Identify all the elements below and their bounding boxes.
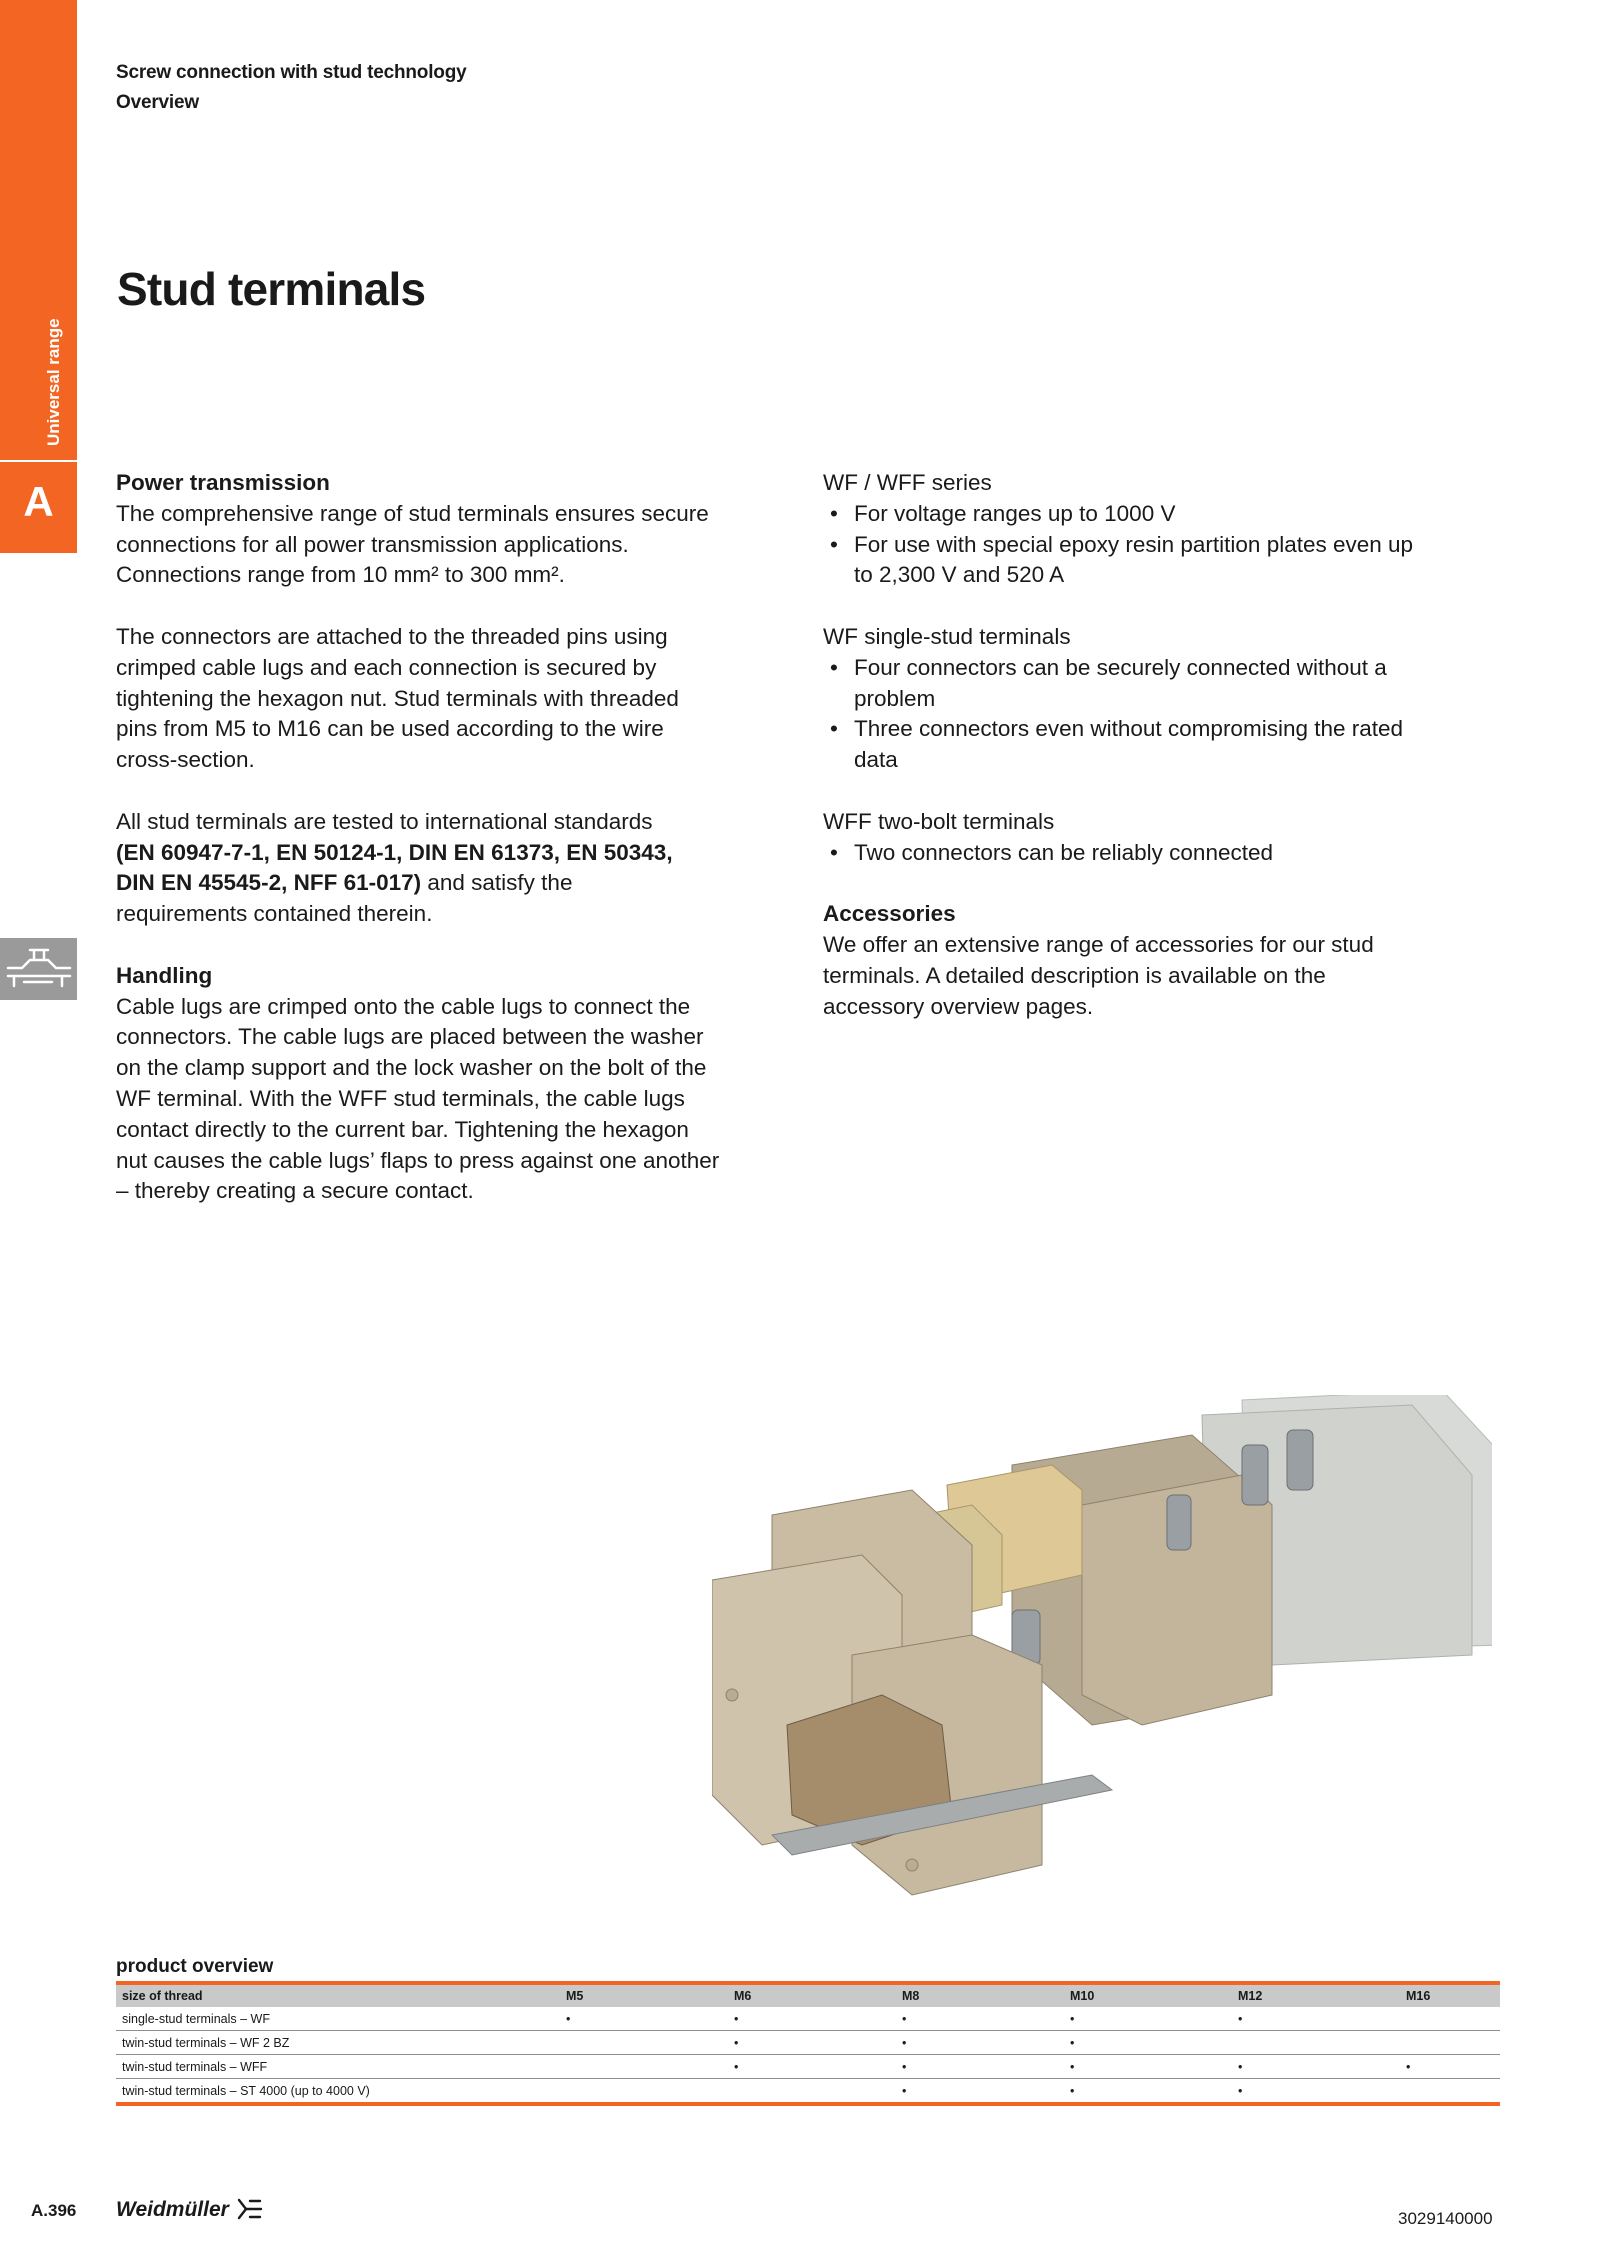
table-cell (1232, 2031, 1400, 2055)
document-code: 3029140000 (1398, 2209, 1493, 2228)
handling-line: on the clamp support and the lock washer on the bolt of the (116, 1055, 707, 1081)
brand-mark-icon (236, 2196, 264, 2222)
attach-line: crimped cable lugs and each connection is secured by (116, 654, 657, 680)
attach-line: The connectors are attached to the threaded pins using (116, 623, 668, 649)
series-heading: WF / WFF series (823, 470, 992, 495)
attach-line: pins from M5 to M16 can be used according to the wire (116, 716, 664, 742)
section-tab-label: Universal range (44, 318, 63, 446)
standards-line: requirements contained therein. (116, 901, 433, 927)
table-cell: • (728, 2007, 896, 2031)
single-stud-heading: WF single-stud terminals (823, 623, 1071, 649)
handling-line: WF terminal. With the WFF stud terminals, the cable lugs (116, 1085, 685, 1111)
accessories-line: accessory overview pages. (823, 993, 1094, 1019)
column-header: M6 (728, 1983, 896, 2007)
table-cell: twin-stud terminals – WF 2 BZ (116, 2031, 560, 2055)
table-cell: • (1064, 2055, 1232, 2079)
power-line: Connections range from 10 mm² to 300 mm². (116, 562, 565, 588)
list-item: • Four connectors can be securely connected without a problem (823, 653, 1513, 715)
two-bolt-heading: WFF two-bolt terminals (823, 808, 1055, 834)
table-cell: • (896, 2055, 1064, 2079)
two-bolt-bullets (823, 838, 1513, 869)
handling-heading: Handling (116, 962, 213, 988)
power-heading: Power transmission (116, 470, 330, 495)
table-cell: single-stud terminals – WF (116, 2007, 560, 2031)
left-column (116, 468, 796, 1207)
single-stud-bullets (823, 653, 1513, 776)
list-item: • For voltage ranges up to 1000 V (823, 499, 1513, 530)
column-header: M12 (1232, 1983, 1400, 2007)
handling-line: contact directly to the current bar. Tightening the hexagon (116, 1116, 689, 1142)
table-row (116, 2031, 1500, 2055)
section-tab (0, 0, 77, 553)
table-cell (728, 2079, 896, 2105)
table-cell (1400, 2079, 1500, 2105)
table-cell: • (1400, 2055, 1500, 2079)
standards-line (116, 868, 796, 899)
product-overview-table (116, 1981, 1500, 2106)
accessories-line: terminals. A detailed description is available on the (823, 962, 1326, 988)
table-row (116, 2079, 1500, 2105)
list-item: • Three connectors even without compromising the rated data (823, 714, 1513, 776)
section-letter: A (23, 478, 54, 525)
column-header: M8 (896, 1983, 1064, 2007)
table-cell: twin-stud terminals – WFF (116, 2055, 560, 2079)
table-cell: • (1232, 2055, 1400, 2079)
table-cell (1400, 2031, 1500, 2055)
terminal-icon (0, 938, 77, 1000)
power-line: The comprehensive range of stud terminals ensures secure (116, 500, 709, 526)
standards-list: (EN 60947-7-1, EN 50124-1, DIN EN 61373, EN 50343, (116, 839, 673, 865)
column-header: M5 (560, 1983, 728, 2007)
handling-line: connectors. The cable lugs are placed between the washer (116, 1024, 704, 1050)
handling-line: – thereby creating a secure contact. (116, 1178, 474, 1204)
column-header: M16 (1400, 1983, 1500, 2007)
table-cell (560, 2031, 728, 2055)
right-column (823, 468, 1513, 1022)
header-line-1: Screw connection with stud technology (116, 62, 467, 83)
table-header-row (116, 1983, 1500, 2007)
table-cell (560, 2055, 728, 2079)
table-cell: • (896, 2007, 1064, 2031)
table-cell: • (1064, 2079, 1232, 2105)
column-header: size of thread (116, 1983, 560, 2007)
table-cell: • (1232, 2007, 1400, 2031)
table-cell: • (728, 2031, 896, 2055)
table-cell (1400, 2007, 1500, 2031)
column-header: M10 (1064, 1983, 1232, 2007)
stud-terminal-photo (712, 1395, 1492, 1905)
accessories-line: We offer an extensive range of accessories for our stud (823, 931, 1374, 957)
handling-line: Cable lugs are crimped onto the cable lugs to connect the (116, 993, 691, 1019)
table-cell: • (896, 2079, 1064, 2105)
page-title: Stud terminals (117, 263, 426, 315)
running-header (116, 58, 466, 118)
product-overview-title: product overview (116, 1956, 274, 1977)
tab-divider (0, 460, 77, 462)
table-cell: • (1232, 2079, 1400, 2105)
power-line: connections for all power transmission applications. (116, 531, 629, 557)
standards-list: DIN EN 45545-2, NFF 61-017) (116, 870, 422, 896)
table-row (116, 2055, 1500, 2079)
table-row (116, 2007, 1500, 2031)
standards-text: and satisfy the (421, 870, 573, 896)
brand-logo: Weidmüller (116, 2198, 229, 2221)
header-line-2: Overview (116, 92, 199, 113)
table-cell: • (1064, 2031, 1232, 2055)
list-item: • Two connectors can be reliably connected (823, 838, 1513, 869)
attach-line: tightening the hexagon nut. Stud terminals with threaded (116, 685, 679, 711)
table-cell: twin-stud terminals – ST 4000 (up to 4000 V) (116, 2079, 560, 2105)
attach-line: cross-section. (116, 747, 255, 773)
handling-line: nut causes the cable lugs’ flaps to press against one another (116, 1147, 720, 1173)
series-bullets (823, 499, 1513, 591)
table-cell: • (1064, 2007, 1232, 2031)
table-cell: • (896, 2031, 1064, 2055)
page-number: A.396 (31, 2201, 77, 2220)
list-item: • For use with special epoxy resin partition plates even up to 2,300 V and 520 A (823, 530, 1513, 592)
accessories-heading: Accessories (823, 901, 956, 927)
table-cell: • (728, 2055, 896, 2079)
table-cell: • (560, 2007, 728, 2031)
standards-line: All stud terminals are tested to international standards (116, 808, 653, 834)
table-cell (560, 2079, 728, 2105)
